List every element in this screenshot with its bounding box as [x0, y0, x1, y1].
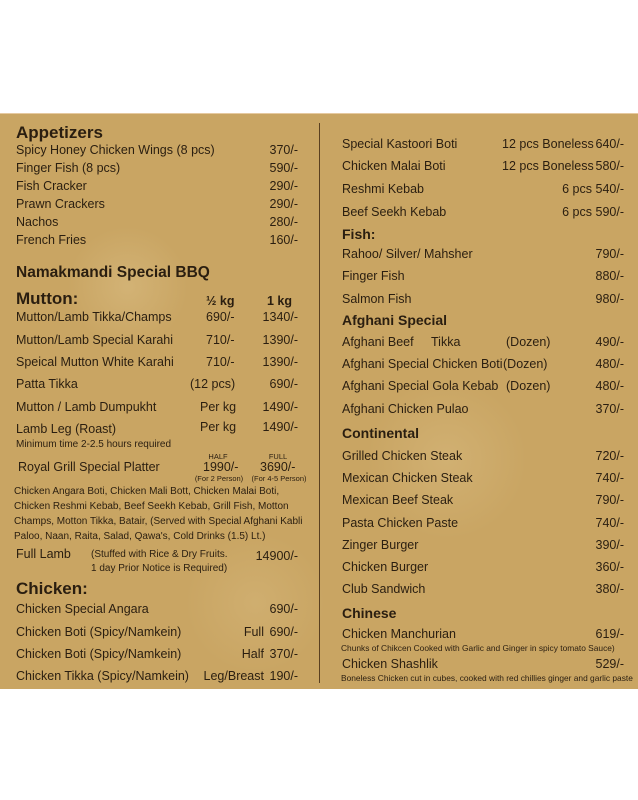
menu-item-name: Chicken Manchurian: [342, 627, 456, 641]
menu-item-name: Rahoo/ Silver/ Mahsher: [342, 247, 473, 261]
menu-item-name: Reshmi Kebab: [342, 182, 424, 196]
menu-item-name: Mutton/Lamb Special Karahi: [16, 333, 174, 347]
menu-item-name: Chicken Tikka (Spicy/Namkein): [16, 669, 189, 683]
menu-item-name: French Fries: [16, 233, 87, 247]
menu-item-price: 360/-: [595, 560, 624, 574]
menu-item-name: Mexican Beef Steak: [342, 493, 454, 507]
menu-item-name: Finger Fish: [342, 269, 405, 283]
menu-item-price: 370/-: [269, 647, 298, 661]
menu-item-qty: 6 pcs: [562, 205, 592, 219]
platter-description: Chicken Angara Boti, Chicken Mali Bott, Chicken Malai Boti, Chicken Reshmi Kebab, Beef Seekh Kebab, Grill Fish, Motton Champs, Motton Tikka, Batair, (Served with Special Afghani Kabli Paloo, Naan, Raita, Salad, Qawa's, Cold Drinks (1.5) Lt.): [14, 486, 303, 542]
menu-item-name: Afghani Special Gola Kebab: [342, 379, 499, 393]
menu-item-price: 590/-: [269, 161, 298, 175]
appetizers-title: Appetizers: [16, 123, 103, 142]
menu-item-price: 280/-: [269, 215, 298, 229]
menu-item-price: 14900/-: [255, 549, 298, 563]
menu-item-name: Lamb Leg (Roast): [16, 422, 117, 436]
menu-item-price: 290/-: [269, 197, 298, 211]
menu-item-name: Afghani Special Chicken Boti: [342, 357, 503, 371]
menu-item-name: Chicken Malai Boti: [342, 159, 446, 173]
half-price: 690/-: [206, 310, 235, 324]
menu-item-price: 880/-: [595, 269, 624, 283]
half-note: (For 2 Person): [194, 474, 244, 483]
half-price: 710/-: [206, 333, 235, 347]
menu-item-name: Chicken Special Angara: [16, 602, 149, 616]
menu-item-price: 580/-: [595, 159, 624, 173]
menu-item-note: Chunks of Chikcen Cooked with Garlic and Ginger in spicy tomato Sauce): [341, 643, 615, 653]
menu-item-qty: 12 pcs Boneless: [502, 137, 594, 151]
menu-item-price: 590/-: [595, 205, 624, 219]
menu-item-price: 390/-: [595, 538, 624, 552]
full-price: 1340/-: [262, 310, 298, 324]
menu-item-name: Chicken Boti (Spicy/Namkein): [16, 647, 182, 661]
menu-item-price: 490/-: [595, 335, 624, 349]
menu-item-price: 290/-: [269, 179, 298, 193]
menu-item-unit: (Dozen): [506, 379, 551, 393]
chinese-title: Chinese: [342, 605, 397, 621]
menu-item-extra: Tikka: [431, 335, 461, 349]
menu-item-name: Full Lamb: [16, 547, 71, 561]
menu-item-price: 690/-: [269, 625, 298, 639]
menu-item-name: Finger Fish (8 pcs): [16, 161, 121, 175]
bbq-title: Namakmandi Special BBQ: [16, 264, 210, 281]
full-lamb-note: 1 day Prior Notice is Required): [91, 563, 228, 574]
full-price: 1390/-: [262, 333, 298, 347]
half-price: 710/-: [206, 355, 235, 369]
menu-item-note: Boneless Chicken cut in cubes, cooked with red chillies ginger and garlic paste: [341, 673, 633, 683]
menu-item-price: 790/-: [595, 493, 624, 507]
menu-item-unit: (Dozen): [503, 357, 548, 371]
min-time-note: Minimum time 2-2.5 hours required: [16, 439, 172, 450]
menu-item-price: 740/-: [595, 471, 624, 485]
menu-item-qty: 12 pcs Boneless: [502, 159, 594, 173]
menu-item-price: 690/-: [269, 602, 298, 616]
full-price: 1390/-: [262, 355, 298, 369]
menu-item-unit: (Dozen): [506, 335, 551, 349]
menu-item-name: Afghani Chicken Pulao: [342, 402, 469, 416]
menu-item-name: Chicken Shashlik: [342, 657, 438, 671]
menu-item-price: 160/-: [269, 233, 298, 247]
menu-item-unit: Per kg: [200, 420, 237, 434]
menu-item-unit: Per kg: [200, 400, 237, 414]
mutton-title: Mutton:: [16, 289, 79, 308]
column-divider: [319, 123, 320, 683]
menu-item-name: Mutton/Lamb Tikka/Champs: [16, 310, 172, 324]
menu-item-price: 480/-: [595, 357, 624, 371]
menu-item-price: 720/-: [595, 449, 624, 463]
full-note: (For 4-5 Person): [251, 474, 307, 483]
full-kg-header: 1 kg: [267, 294, 293, 308]
menu-item-name: Speical Mutton White Karahi: [16, 355, 174, 369]
menu-item-price: 370/-: [595, 402, 624, 416]
menu-item-price: 1490/-: [262, 420, 298, 434]
chicken-title: Chicken:: [16, 579, 88, 598]
continental-title: Continental: [342, 425, 419, 441]
menu-item-name: Patta Tikka: [16, 377, 78, 391]
menu-item-name: Special Kastoori Boti: [342, 137, 458, 151]
afghani-title: Afghani Special: [342, 312, 448, 328]
menu-item-qty: 6 pcs: [562, 182, 592, 196]
menu-item-price: 370/-: [269, 143, 298, 157]
menu-item-price: 790/-: [595, 247, 624, 261]
menu-item-name: Chicken Burger: [342, 560, 429, 574]
menu-item-price: 540/-: [595, 182, 624, 196]
menu-item-name: Nachos: [16, 215, 59, 229]
menu-item-name: Spicy Honey Chicken Wings (8 pcs): [16, 143, 215, 157]
menu-item-name: Zinger Burger: [342, 538, 419, 552]
menu-item-size: Leg/Breast: [203, 669, 264, 683]
menu-item-name: Afghani Beef: [342, 335, 414, 349]
menu-item-name: Club Sandwich: [342, 582, 426, 596]
menu-item-name: Pasta Chicken Paste: [342, 516, 459, 530]
menu-item-name: Mutton / Lamb Dumpukht: [16, 400, 157, 414]
menu-item-price: 690/-: [269, 377, 298, 391]
menu-item-price: 190/-: [269, 669, 298, 683]
half-label: HALF: [208, 452, 228, 461]
menu-item-qty: (12 pcs): [190, 377, 236, 391]
menu-item-size: Half: [241, 647, 264, 661]
menu-item-name: Prawn Crackers: [16, 197, 105, 211]
full-label: FULL: [268, 452, 288, 461]
menu-item-name: Royal Grill Special Platter: [18, 460, 160, 474]
menu-item-name: Salmon Fish: [342, 292, 412, 306]
menu-item-price: 1490/-: [262, 400, 298, 414]
menu-item-price: 740/-: [595, 516, 624, 530]
fish-title: Fish:: [342, 226, 376, 242]
menu-item-price: 380/-: [595, 582, 624, 596]
menu-item-price: 980/-: [595, 292, 624, 306]
full-lamb-note: (Stuffed with Rice & Dry Fruits.: [91, 549, 228, 560]
menu-item-price: 640/-: [595, 137, 624, 151]
menu-item-price: 529/-: [595, 657, 624, 671]
menu-item-name: Chicken Boti (Spicy/Namkein): [16, 625, 182, 639]
menu-item-price: 480/-: [595, 379, 624, 393]
menu-item-name: Mexican Chicken Steak: [342, 471, 473, 485]
menu-item-size: Full: [243, 625, 264, 639]
half-price: 1990/-: [203, 460, 239, 474]
menu-item-name: Beef Seekh Kebab: [342, 205, 447, 219]
full-price: 3690/-: [260, 460, 296, 474]
menu-item-name: Fish Cracker: [16, 179, 87, 193]
half-kg-header: ½ kg: [206, 294, 235, 308]
menu-item-name: Grilled Chicken Steak: [342, 449, 463, 463]
menu-item-price: 619/-: [595, 627, 624, 641]
